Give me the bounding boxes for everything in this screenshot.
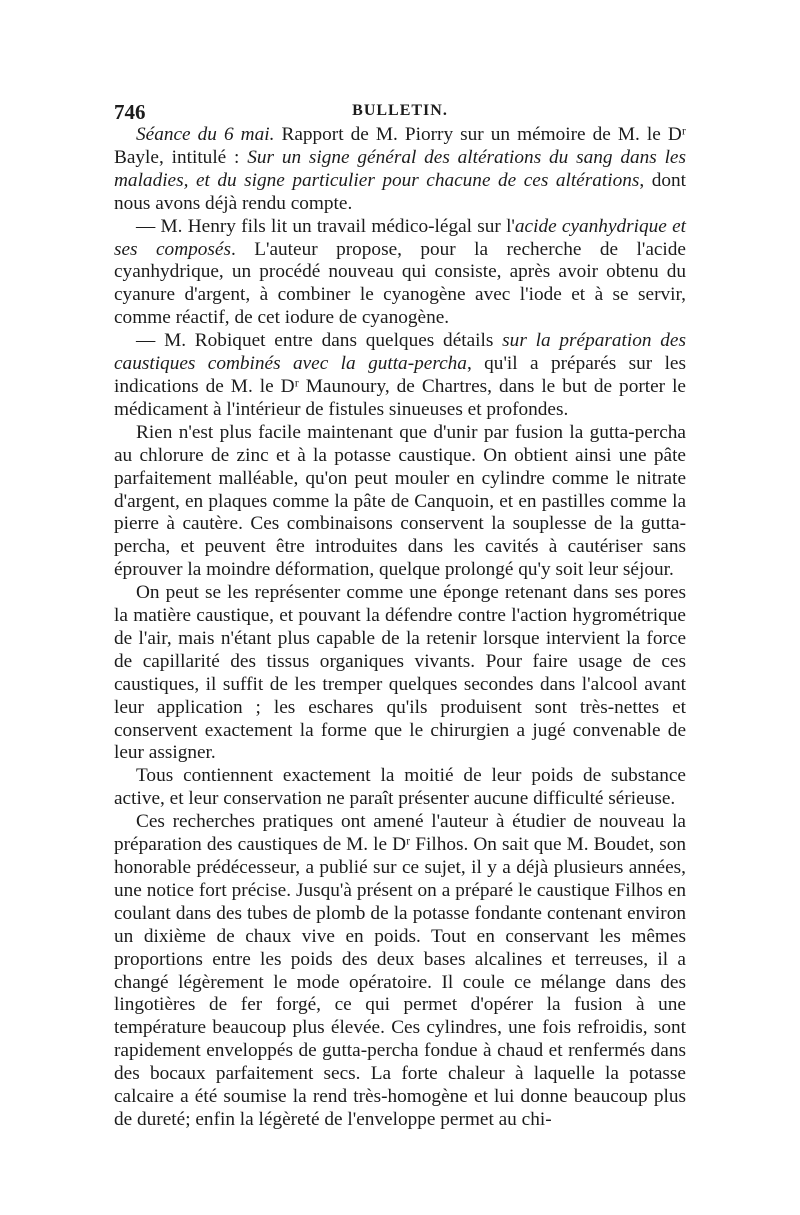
body-text [114, 124, 686, 1132]
paragraph: Rien n'est plus facile maintenant que d'unir par fusion la gutta-percha au chlorure de zinc et à la potasse caustique. On obtient ainsi une pâte parfaitement malléable, qu'on peut mouler en cylindre comme le nitrate d'argent, en plaques comme la pâte de Canquoin, et en pastilles comme la pierre à cautère. Ces combinaisons conservent la souplesse de la gutta-percha, et peuvent être introduites dans les cavités à cautériser sans éprouver la moindre déformation, quelque prolongé qu'y soit leur séjour. [114, 421, 686, 581]
paragraph: Tous contiennent exactement la moitié de leur poids de substance active, et leur conservation ne paraît présenter aucune difficulté sérieuse. [114, 765, 686, 810]
memoir-title: Sur un signe général des altérations du sang dans les maladies, et du signe particulier pour chacune de ces altérations [114, 146, 686, 191]
session-date: Séance du 6 mai. [136, 124, 275, 145]
paragraph-henry: — M. Henry fils lit un travail médico-légal sur l'acide cyanhydrique et ses composés. L'auteur propose, pour la recherche de l'acide cyanhydrique, un procédé nouveau qui consiste, après avoir obtenu du cyanure d'argent, à combiner le cyanogène avec l'iode et à se servir, comme réactif, de cet iodure de cyanogène. [114, 215, 686, 329]
running-title: BULLETIN. [352, 102, 448, 119]
paragraph: Ces recherches pratiques ont amené l'auteur à étudier de nouveau la préparation des caustiques de M. le Dʳ Filhos. On sait que M. Boudet, son honorable prédécesseur, a publié sur ce sujet, il y a déjà plusieurs années, une notice fort précise. Jusqu'à présent on a préparé le caustique Filhos en coulant dans des tubes de plomb de la potasse fondante contenant environ un dixième de chaux vive en poids. Tout en conservant les mêmes proportions entre les poids des deux bases alcalines et terreuses, il a changé légèrement le mode opératoire. Il coule ce mélange dans des lingotières de fer forgé, ce qui permet d'opérer la fusion à une température beaucoup plus élevée. Ces cylindres, une fois refroidis, sont rapidement enveloppés de gutta-percha fondue à chaud et renfermés dans des bocaux parfaitement secs. La forte chaleur à laquelle la potasse calcaire a été soumise la rend très-homogène et lui donne beaucoup plus de dureté; enfin la légèreté de l'enveloppe permet au chi- [114, 811, 686, 1130]
work-title: acide cyanhydrique et ses composés [114, 215, 686, 260]
paragraph-robiquet: — M. Robiquet entre dans quelques détails sur la préparation des caustiques combinés avec la gutta-percha, qu'il a préparés sur les indications de M. le Dʳ Maunoury, de Chartres, dans le but de porter le médicament à l'intérieur de fistules sinueuses et profondes. [114, 330, 686, 420]
topic-title: sur la préparation des caustiques combinés avec la gutta-percha [114, 330, 686, 375]
paragraph-seance: Séance du 6 mai. Rapport de M. Piorry sur un mémoire de M. le Dʳ Bayle, intitulé : Sur un signe général des altérations du sang dans les maladies, et du signe particulier pour chacune de ces altérations, dont nous avons déjà rendu compte. [114, 124, 686, 214]
paragraph: On peut se les représenter comme une éponge retenant dans ses pores la matière caustique, et pouvant la défendre contre l'action hygrométrique de l'air, mais n'étant plus capable de la retenir lorsque intervient la force de capillarité des tissus organiques vivants. Pour faire usage de ces caustiques, il suffit de les tremper quelques secondes dans l'alcool avant leur application ; les eschares qu'ils produisent sont très-nettes et conservent exactement la forme que le chirurgien a jugé convenable de leur assigner. [114, 582, 686, 764]
page-number: 746 [114, 100, 146, 124]
